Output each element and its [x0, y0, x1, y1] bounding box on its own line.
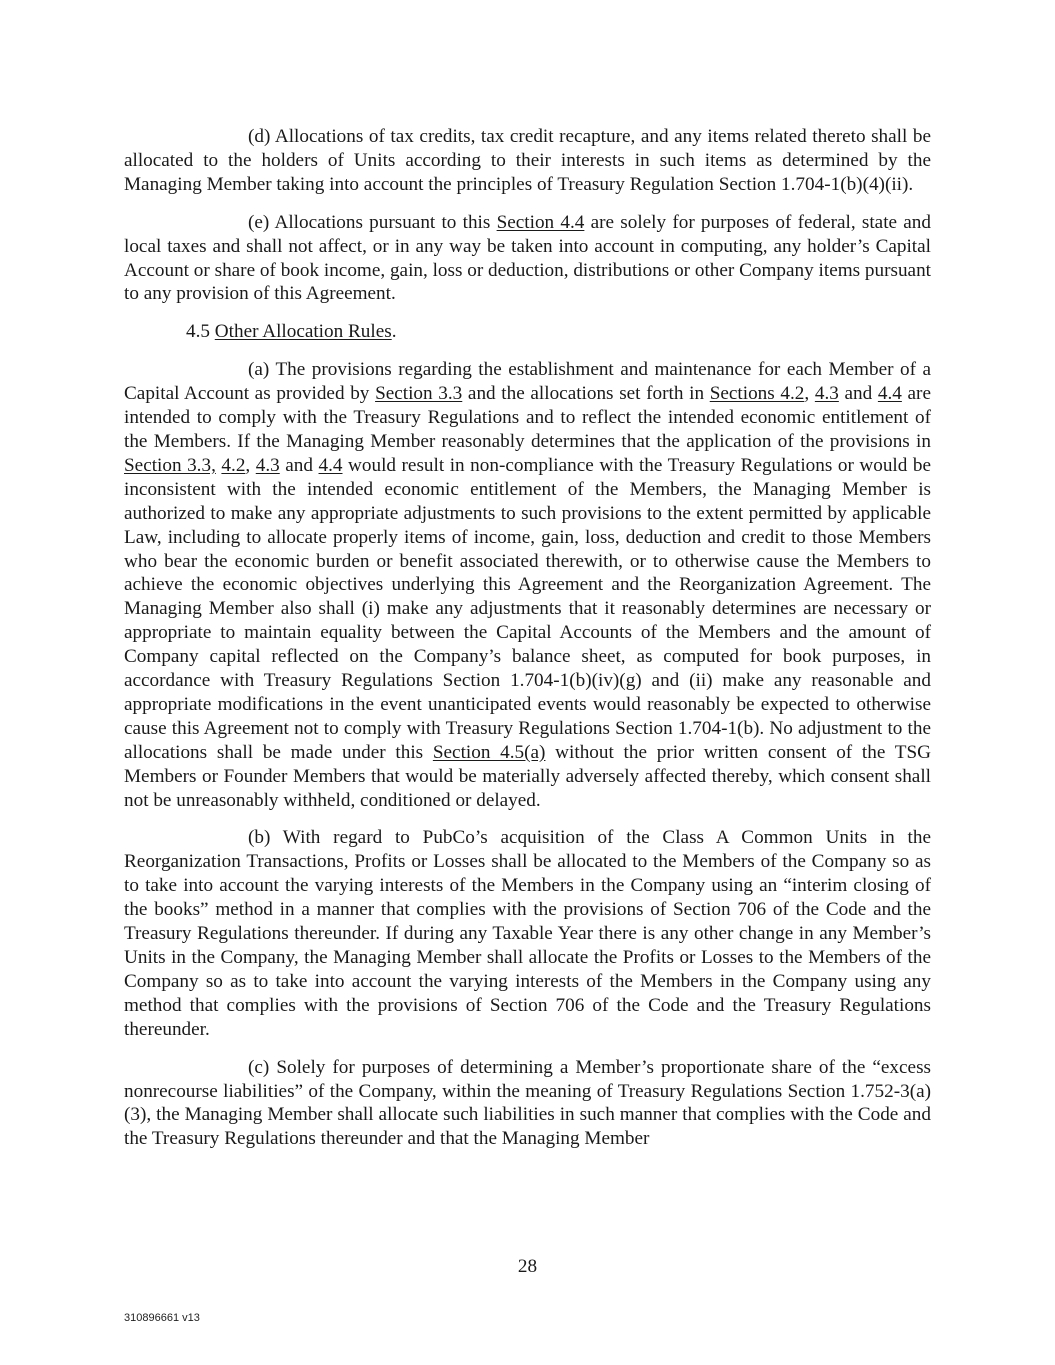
- section-reference: 4.3: [814, 383, 839, 405]
- paragraph-c-text: (c) Solely for purposes of determining a Member’s proportionate share of the “excess nonrecourse liabilities” of the Company, within the meaning of Treasury Regulations Section 1.752-3(a)(3), the Managing Member shall allocate such liabilities in such manner that complies with the Code and the Treasury Regulations thereunder and that the Managing Member: [124, 1056, 931, 1150]
- paragraph-c: [124, 1056, 931, 1152]
- section-heading-4-5: [124, 320, 931, 344]
- paragraph-a-text: and: [279, 454, 319, 476]
- paragraph-d-text: (d) Allocations of tax credits, tax credit recapture, and any items related thereto shall be allocated to the holders of Units according to their interests in such items as determined by the Managing Member taking into account the principles of Treasury Regulation Section 1.704-1(b)(4)(ii).: [124, 126, 931, 195]
- document-id: 310896661 v13: [124, 1312, 200, 1324]
- section-reference: Section 3.3: [375, 383, 463, 405]
- section-reference: Section 4.5(a): [432, 741, 546, 763]
- paragraph-a-text: (a) The provisions regarding the establishment and maintenance for each Member of a Capital Account as provided by: [124, 359, 931, 405]
- paragraph-e: [124, 211, 931, 307]
- paragraph-b: [124, 826, 931, 1041]
- paragraph-a-text: are intended to comply with the Treasury Regulations and to reflect the intended economic entitlement of the Members. If the Managing Member reasonably determines that the application of the provisions in: [124, 383, 931, 452]
- paragraph-a-text: would result in non-compliance with the Treasury Regulations or would be inconsistent with the intended economic entitlement of the Members, the Managing Member is authorized to make any appropriate adjustments to such provisions to the extent permitted by applicable Law, including to allocate properly items of income, gain, loss, deduction and credit to those Members who bear the economic burden or benefit associated therewith, or to otherwise cause the Members to achieve the economic objectives underlying this Agreement and the Reorganization Agreement. The Managing Member also shall (i) make any adjustments that it reasonably determines are necessary or appropriate to maintain equality between the Capital Accounts of the Members and the amount of Company capital reflected on the Company’s balance sheet, as computed for book purposes, in accordance with Treasury Regulations Section 1.704-1(b)(iv)(g) and (ii) make any reasonable and appropriate modifications in the event unanticipated events would reasonably be expected to otherwise cause this Agreement not to comply with Treasury Regulations Section 1.704-1(b). No adjustment to the allocations shall be made under this: [124, 454, 931, 763]
- section-number: 4.5: [186, 321, 215, 343]
- section-reference: 4.4: [877, 383, 902, 405]
- paragraph-a-text: and the allocations set forth in: [462, 383, 710, 405]
- paragraph-a-text: without the prior written consent of the TSG Members or Founder Members that would be materially adversely affected thereby, which consent shall not be unreasonably withheld, conditioned or delayed.: [124, 741, 931, 811]
- section-reference: Sections 4.2: [709, 383, 805, 405]
- paragraph-e-text-2: are solely for purposes of federal, state and local taxes and shall not affect, or in any way be taken into account in computing, any holder’s Capital Account or share of book income, gain, loss or deduction, distributions or other Company items pursuant to any provision of this Agreement.: [124, 211, 931, 305]
- section-title: Other Allocation Rules: [214, 321, 392, 343]
- paragraph-e-text-1: (e) Allocations pursuant to this: [248, 211, 497, 233]
- section-reference: 4.3: [255, 454, 280, 476]
- paragraph-b-text: (b) With regard to PubCo’s acquisition of the Class A Common Units in the Reorganization Transactions, Profits or Losses shall be allocated to the Members of the Company so as to take into account the varying interests of the Members in the Company using an “interim closing of the books” method in a manner that complies with the provisions of Section 706 of the Code and the Treasury Regulations thereunder. If during any Taxable Year there is any other change in any Member’s Units in the Company, the Managing Member shall allocate the Profits or Losses to the Members of the Company so as to take into account the varying interests of the Members in the Company using any method that complies with the provisions of Section 706 of the Code and the Treasury Regulations thereunder.: [124, 827, 931, 1040]
- section-reference: 4.2: [221, 454, 246, 476]
- page-number: 28: [517, 1256, 538, 1277]
- section-title-period: .: [391, 321, 397, 343]
- section-reference: Section 3.3,: [124, 454, 216, 476]
- paragraph-d: [124, 125, 931, 197]
- paragraph-a-text: ,: [804, 383, 815, 405]
- paragraph-a-text: and: [838, 383, 878, 405]
- document-body: [124, 125, 931, 1165]
- paragraph-a: [124, 358, 931, 812]
- paragraph-a-text: ,: [245, 454, 256, 476]
- section-reference: Section 4.4: [496, 211, 585, 233]
- section-reference: 4.4: [318, 454, 343, 476]
